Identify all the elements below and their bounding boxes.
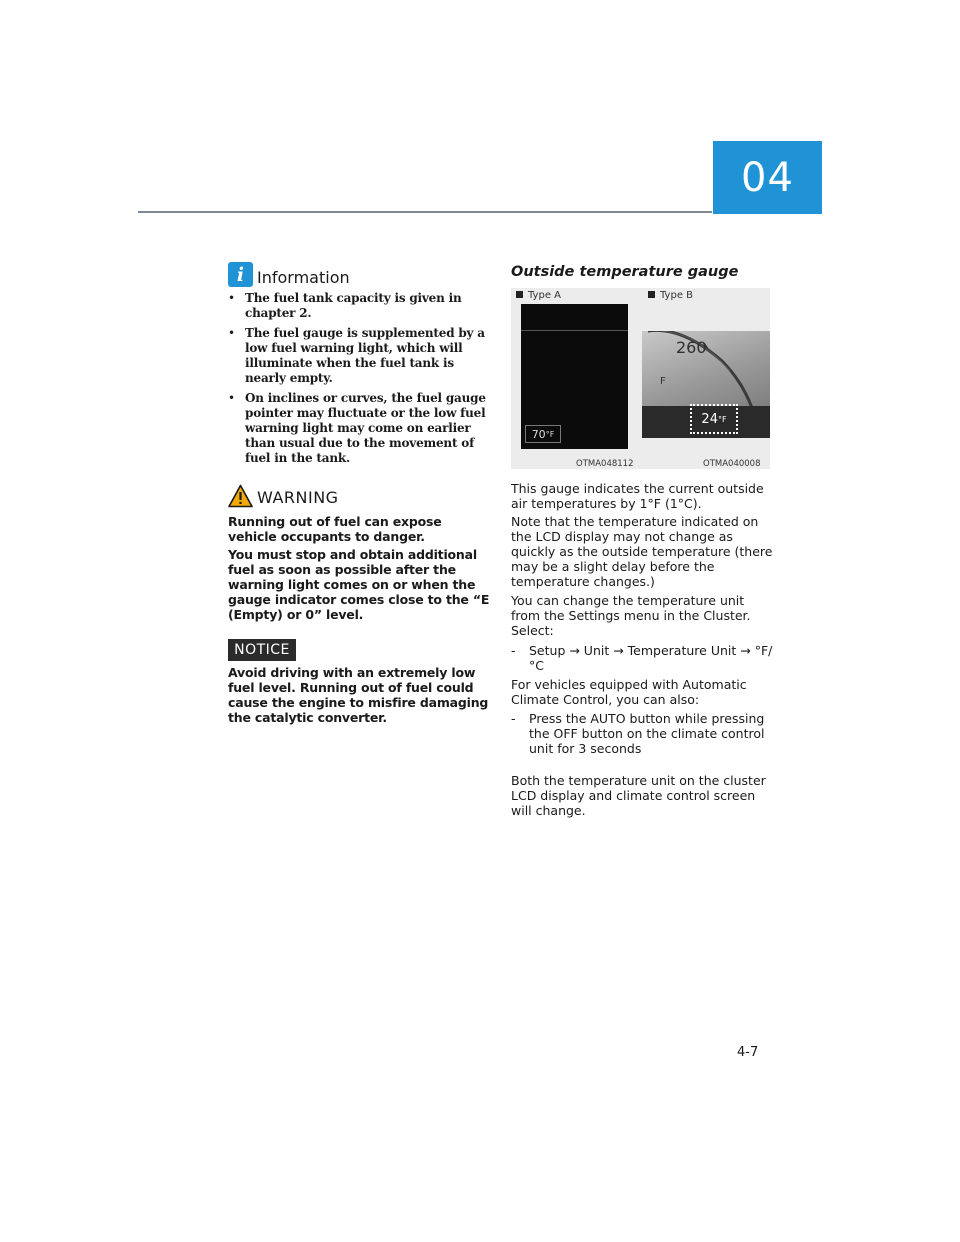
warning-text: Running out of fuel can expose vehicle occupants to danger. — [228, 514, 442, 544]
info-icon: i — [228, 262, 253, 287]
type-b-display — [642, 331, 770, 438]
section-title: Outside temperature gauge — [511, 264, 739, 280]
type-a-temp-readout: 70 °F — [525, 425, 561, 443]
type-b-temp-readout: 24 °F — [690, 404, 738, 434]
list-item: - Press the AUTO button while pressing the OFF button on the climate control unit for 3 seconds — [511, 711, 765, 756]
info-list — [228, 291, 490, 471]
type-a-display — [521, 304, 628, 449]
info-bullet: • On inclines or curves, the fuel gauge pointer may fluctuate or the low fuel warning light may come on earlier than usual due to the movement of fuel in the tank. — [228, 391, 490, 466]
info-bullet: • The fuel tank capacity is given in chapter 2. — [228, 291, 490, 321]
body-paragraph: Note that the temperature indicated on the LCD display may not change as quickly as the outside temperature (there may be a slight delay before the temperature changes.) — [511, 514, 773, 589]
info-bullet: • The fuel gauge is supplemented by a low fuel warning light, which will illuminate when the fuel tank is nearly empty. — [228, 326, 490, 386]
header-rule — [138, 211, 712, 213]
warning-title: WARNING — [257, 488, 339, 507]
list-item: - Setup → Unit → Temperature Unit → °F/°C — [511, 643, 773, 673]
warning-text: You must stop and obtain additional fuel as soon as possible after the warning light comes on or when the gauge indicator comes close to the “E (Empty) or 0” level. — [228, 547, 490, 622]
notice-badge: NOTICE — [228, 639, 296, 661]
warning-icon — [228, 484, 253, 508]
speed-label: 260 — [676, 338, 707, 357]
body-paragraph: This gauge indicates the current outside air temperatures by 1°F (1°C). — [511, 481, 764, 511]
chapter-tab: 04 — [713, 141, 822, 214]
type-b-label: Type B — [648, 290, 693, 301]
figure-code: OTMA040008 — [703, 459, 761, 469]
fuel-full-letter: F — [660, 376, 666, 387]
body-paragraph: You can change the temperature unit from the Settings menu in the Cluster. Select: — [511, 593, 751, 638]
body-paragraph: For vehicles equipped with Automatic Climate Control, you can also: — [511, 677, 747, 707]
body-paragraph: Both the temperature unit on the cluster LCD display and climate control screen will change. — [511, 773, 766, 818]
figure-code: OTMA048112 — [576, 459, 634, 469]
type-a-label: Type A — [516, 290, 561, 301]
page-number: 4-7 — [737, 1045, 759, 1060]
notice-text: Avoid driving with an extremely low fuel level. Running out of fuel could cause the engine to misfire damaging the catalytic converter. — [228, 665, 489, 725]
info-title: Information — [257, 268, 350, 287]
